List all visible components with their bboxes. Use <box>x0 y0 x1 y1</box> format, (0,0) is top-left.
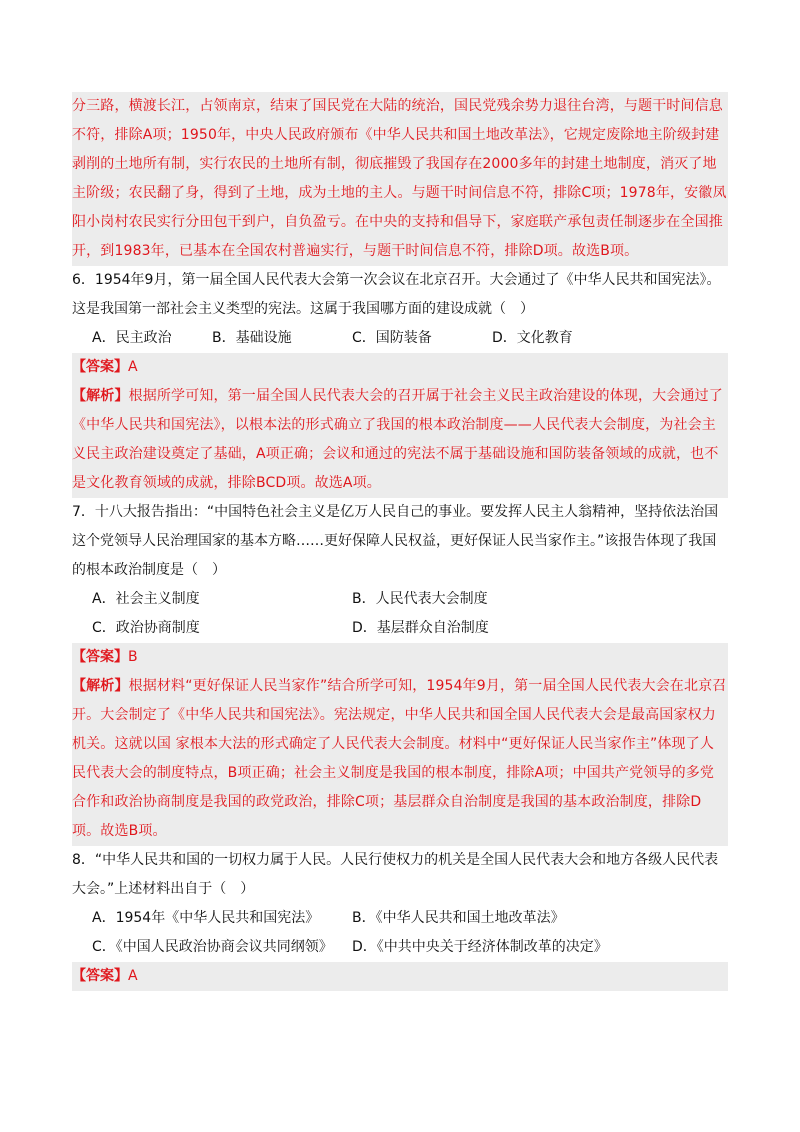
question-6-option-b: B．基础设施 <box>212 330 292 346</box>
question-7-options-row-1 <box>72 585 728 614</box>
question-7-option-b: B．人民代表大会制度 <box>352 591 488 607</box>
question-7-analysis <box>72 672 728 846</box>
analysis-text: 根据所学可知，第一届全国人民代表大会的召开属于社会主义民主政治建设的体现，大会通过了《中华人民共和国宪法》，以根本法的形式确立了我国的根本政治制度——人民代表大会制度，为社会主义民主政治建设奠定了基础，A项正确；会议和通过的宪法不属于基础设施和国防装备领域的成就，也不是文化教育领域的成就，排除BCD项。故选A项。 <box>72 388 723 491</box>
analysis-text: 根据材料“更好保证人民当家作”结合所学可知，1954年9月，第一届全国人民代表大会在北京召开。大会制定了《中华人民共和国宪法》。宪法规定，中华人民共和国全国人民代表大会是最高国家权力机关。这就以国 家根本大法的形式确定了人民代表大会制度。材料中“更好保证人民当家作主”体现了人民代表大会的制度特点，B项正确；社会主义制度是我国的根本制度，排除A项；中国共产党领导的多党合作和政治协商制度是我国的政党政治，排除C项；基层群众自治制度是我国的基本政治制度，排除D项。故选B项。 <box>72 678 727 839</box>
answer-value: A <box>128 359 138 375</box>
intro-explanation: 分三路，横渡长江，占领南京，结束了国民党在大陆的统治，国民党残余势力退往台湾，与题干时间信息不符，排除A项；1950年，中央人民政府颁布《中华人民共和国土地改革法》，它规定废除地主阶级封建剥削的土地所有制，实行农民的土地所有制，彻底摧毁了我国存在2000多年的封建土地制度，消灭了地主阶级；农民翻了身，得到了土地，成为土地的主人。与题干时间信息不符，排除C项；1978年，安徽凤阳小岗村农民实行分田包干到户，自负盈亏。在中央的支持和倡导下，家庭联产承包责任制逐步在全国推开，到1983年，已基本在全国农村普遍实行，与题干时间信息不符，排除D项。故选B项。 <box>72 92 728 266</box>
question-6-option-c: C．国防装备 <box>352 330 432 346</box>
question-6-analysis <box>72 382 728 498</box>
question-8-option-a: A．1954年《中华人民共和国宪法》 <box>92 910 320 926</box>
analysis-label: 【解析】 <box>72 678 129 694</box>
question-8-option-c: C．《中国人民政治协商会议共同纲领》 <box>92 939 333 955</box>
answer-value: A <box>128 968 138 984</box>
question-8-answer <box>72 962 728 991</box>
answer-label: 【答案】 <box>72 649 128 665</box>
question-6-option-a: A．民主政治 <box>92 330 172 346</box>
question-7-answer <box>72 643 728 672</box>
document-content <box>72 92 728 991</box>
question-8-options-row-2 <box>72 933 728 962</box>
analysis-label: 【解析】 <box>72 388 129 404</box>
question-8-option-b: B．《中华人民共和国土地改革法》 <box>352 910 565 926</box>
answer-label: 【答案】 <box>72 968 128 984</box>
question-6-option-d: D．文化教育 <box>492 330 573 346</box>
question-8-option-d: D．《中共中央关于经济体制改革的决定》 <box>352 939 608 955</box>
question-6-answer <box>72 353 728 382</box>
question-8-options-row-1 <box>72 904 728 933</box>
question-7-stem: 7．十八大报告指出：“中国特色社会主义是亿万人民自己的事业。要发挥人民主人翁精神，坚持依法治国这个党领导人民治理国家的基本方略……更好保障人民权益，更好保证人民当家作主。”该报告体现了我国的根本政治制度是（ ） <box>72 504 719 578</box>
question-7-option-d: D．基层群众自治制度 <box>352 620 489 636</box>
question-6-options <box>72 324 728 353</box>
question-6-stem: 6．1954年9月，第一届全国人民代表大会第一次会议在北京召开。大会通过了《中华人民共和国宪法》。这是我国第一部社会主义类型的宪法。这属于我国哪方面的建设成就（ ） <box>72 272 721 317</box>
question-7-option-c: C．政治协商制度 <box>92 620 200 636</box>
question-7-options-row-2 <box>72 614 728 643</box>
answer-value: B <box>128 649 138 665</box>
question-7-option-a: A．社会主义制度 <box>92 591 200 607</box>
answer-label: 【答案】 <box>72 359 128 375</box>
question-8-stem: 8．“中华人民共和国的一切权力属于人民。人民行使权力的机关是全国人民代表大会和地方各级人民代表大会。”上述材料出自于（ ） <box>72 852 719 897</box>
